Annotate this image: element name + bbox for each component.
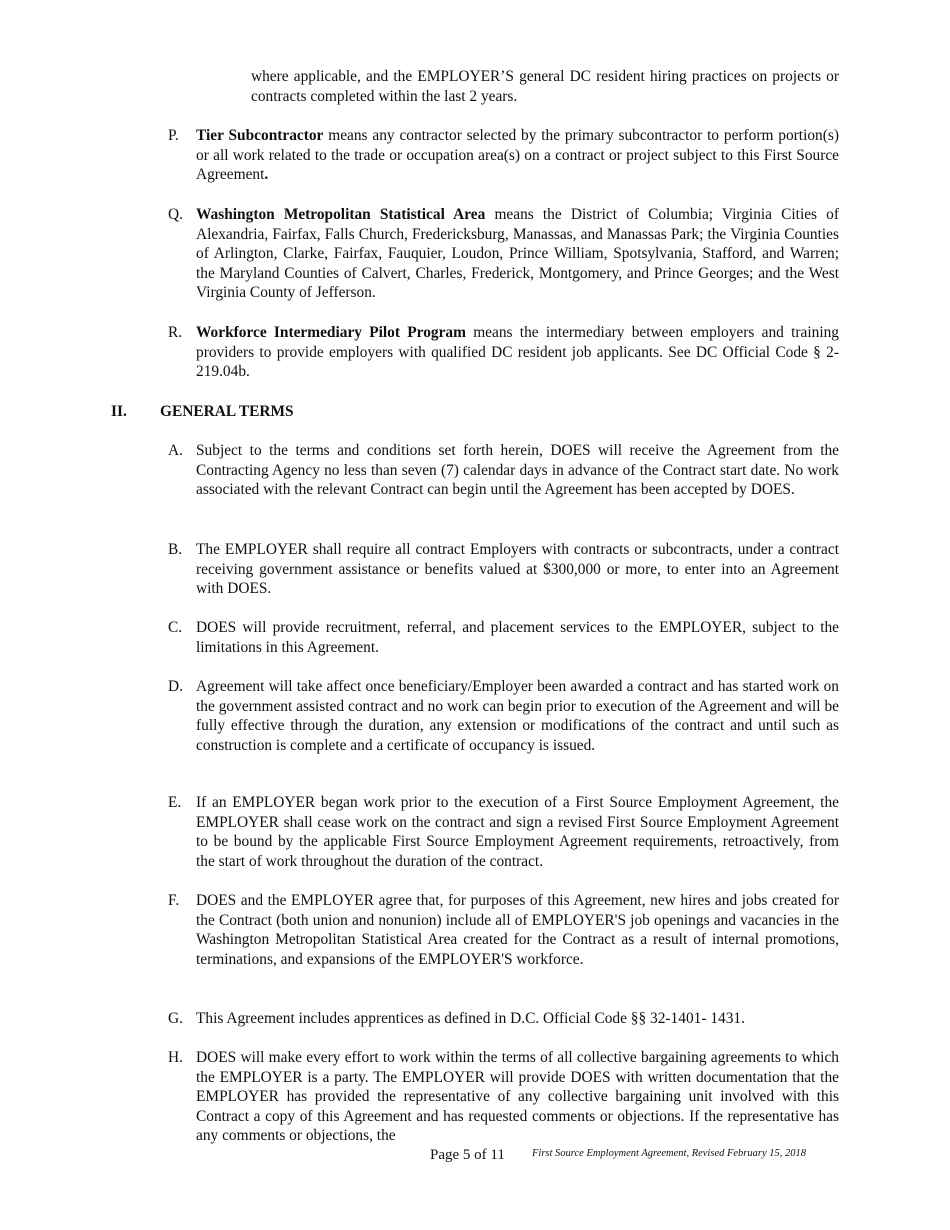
term-a-text: Subject to the terms and conditions set forth herein, DOES will receive the Agreement from the Contracting Agency no less than seven (7) calendar days in advance of the Contract start date. No work associated with the relevant Contract can begin until the Agreement has been accepted by DOES. [196,442,839,499]
term-d-text: Agreement will take affect once beneficiary/Employer been awarded a contract and has started work on the government assisted contract and no work can begin prior to execution of the Agreement and will be fully effective through the duration, any extension or modifications of the contract and until such as construction is complete and a certificate of occupancy is issued. [196,678,839,754]
definition-workforce-intermediary [196,323,839,382]
definition-term: Tier Subcontractor [196,127,324,144]
term-label-b: B. [168,541,183,558]
page-number: Page 5 of 11 [430,1147,505,1163]
definition-tier-subcontractor [196,126,839,185]
term-label-a: A. [168,442,183,459]
term-h-text: DOES will make every effort to work within the terms of all collective bargaining agreements to which the EMPLOYER is a party. The EMPLOYER will provide DOES with written documentation that the EMPLOYER has provided the representative of any collective bargaining unit involved with this Contract a copy of this Agreement and has requested comments or objections. If the representative has any comments or objections, the [196,1049,839,1145]
definition-label-r: R. [168,324,183,341]
section-title: GENERAL TERMS [160,403,294,420]
definition-term: Workforce Intermediary Pilot Program [196,324,466,341]
term-label-c: C. [168,619,183,636]
definition-text: means the intermediary between employers and training providers to provide employers with qualified DC resident job applicants. See DC Official Code § 2-219.04b. [196,324,839,381]
term-c-text: DOES will provide recruitment, referral, and placement services to the EMPLOYER, subject to the limitations in this Agreement. [196,619,839,656]
term-g-text: This Agreement includes apprentices as defined in D.C. Official Code §§ 32-1401- 1431. [196,1010,745,1027]
footer-revision-note: First Source Employment Agreement, Revised February 15, 2018 [532,1148,807,1159]
section-number: II. [111,403,127,420]
term-label-d: D. [168,678,183,695]
term-label-e: E. [168,794,182,811]
term-f-text: DOES and the EMPLOYER agree that, for purposes of this Agreement, new hires and jobs created for the Contract (both union and nonunion) include all of EMPLOYER'S job openings and vacancies in the Washington Metropolitan Statistical Area created for the Contract as a result of internal promotions, terminations, and expansions of the EMPLOYER'S workforce. [196,892,839,968]
definition-term: Washington Metropolitan Statistical Area [196,206,486,223]
term-b-text: The EMPLOYER shall require all contract Employers with contracts or subcontracts, under a contract receiving government assistance or benefits valued at $300,000 or more, to enter into an Agreement with DOES. [196,541,839,598]
term-label-h: H. [168,1049,183,1066]
term-e-text: If an EMPLOYER began work prior to the execution of a First Source Employment Agreement, the EMPLOYER shall cease work on the contract and sign a revised First Source Employment Agreement to be bound by the applicable First Source Employment Agreement requirements, retroactively, from the start of work throughout the duration of the contract. [196,794,839,870]
intro-paragraph: where applicable, and the EMPLOYER’S general DC resident hiring practices on projects or contracts completed within the last 2 years. [251,68,839,105]
term-label-f: F. [168,892,180,909]
term-label-g: G. [168,1010,183,1027]
definition-tail: . [264,166,269,184]
definition-label-q: Q. [168,206,183,223]
definition-text: means the District of Columbia; Virginia Cities of Alexandria, Fairfax, Falls Church, Fredericksburg, Manassas, and Manassas Park; the Virginia Counties of Arlington, Clarke, Fairfax, Fauquier, Loudon, Prince William, Spotsylvania, Stafford, and Warren; the Maryland Counties of Calvert, Charles, Frederick, Montgomery, and Prince Georges; and the West Virginia County of Jefferson. [196,206,839,302]
definition-label-p: P. [168,127,179,144]
definition-text: means any contractor selected by the primary subcontractor to perform portion(s) or all work related to the trade or occupation area(s) on a contract or project subject to this First Source Agreement [196,127,839,184]
definition-washington-msa [196,205,839,303]
